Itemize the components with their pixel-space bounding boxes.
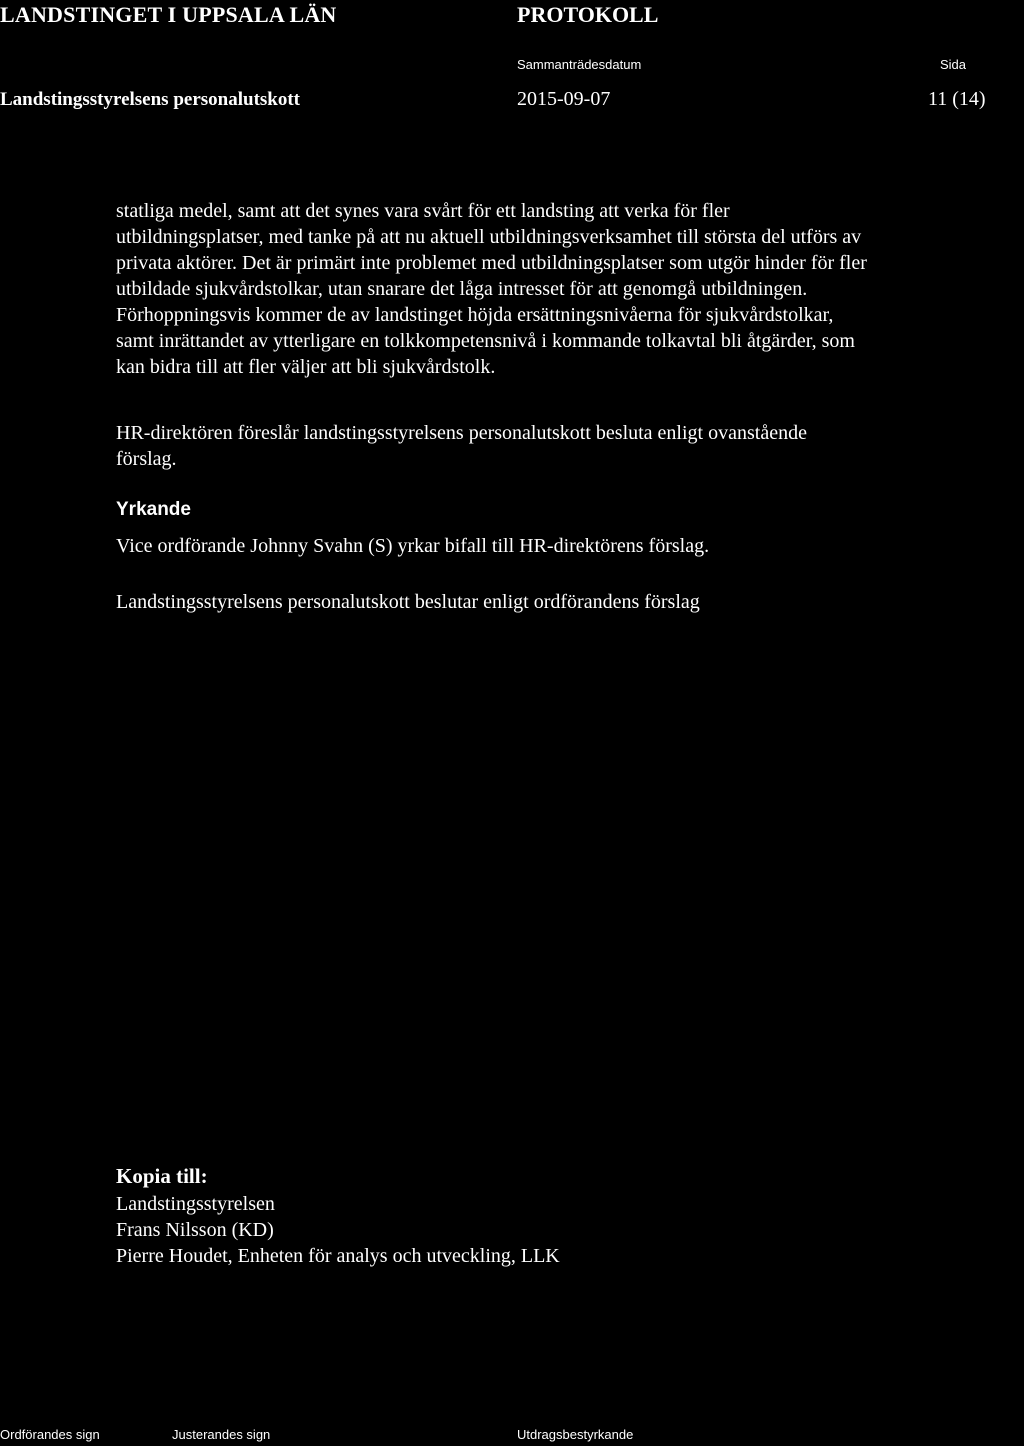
paragraph-line: samt inrättandet av ytterligare en tolkkompetensnivå i kommande tolkavtal bli åtgärder, som bbox=[116, 330, 855, 352]
page-label: Sida bbox=[940, 57, 967, 72]
paragraph-line: Förhoppningsvis kommer de av landstinget höjda ersättningsnivåerna för sjukvårdstolkar, bbox=[116, 304, 834, 326]
meeting-date: 2015-09-07 bbox=[517, 88, 611, 110]
footer-adjuster-sign: Justerandes sign bbox=[172, 1427, 271, 1442]
paragraph-line: utbildningsplatser, med tanke på att nu aktuell utbildningsverksamhet till största del utförs av bbox=[116, 226, 862, 248]
copy-recipient: Pierre Houdet, Enheten för analys och utveckling, LLK bbox=[116, 1245, 560, 1267]
paragraph-proposal bbox=[116, 420, 1021, 472]
footer-extract-certify: Utdragsbestyrkande bbox=[517, 1427, 634, 1442]
copy-recipient-list bbox=[116, 1191, 560, 1269]
organization-name: LANDSTINGET I UPPSALA LÄN bbox=[0, 2, 337, 27]
paragraph-line: statliga medel, samt att det synes vara svårt för ett landsting att verka för fler bbox=[116, 200, 730, 222]
document-type: PROTOKOLL bbox=[517, 2, 659, 27]
paragraph-decision bbox=[116, 589, 1021, 615]
paragraph-line: Landstingsstyrelsens personalutskott beslutar enligt ordförandens förslag bbox=[116, 591, 700, 613]
copy-recipient: Landstingsstyrelsen bbox=[116, 1193, 275, 1215]
committee-name: Landstingsstyrelsens personalutskott bbox=[0, 89, 301, 110]
paragraph-background bbox=[116, 198, 1021, 380]
copy-recipient: Frans Nilsson (KD) bbox=[116, 1219, 274, 1241]
paragraph-line: Vice ordförande Johnny Svahn (S) yrkar bifall till HR-direktörens förslag. bbox=[116, 535, 710, 557]
paragraph-line: utbildade sjukvårdstolkar, utan snarare det låga intresset för att genomgå utbildningen. bbox=[116, 278, 808, 300]
section-heading-yrkande: Yrkande bbox=[116, 499, 191, 520]
paragraph-line: privata aktörer. Det är primärt inte problemet med utbildningsplatser som utgör hinder för fler bbox=[116, 252, 867, 274]
paragraph-motion bbox=[116, 533, 1021, 559]
footer-chair-sign: Ordförandes sign bbox=[0, 1427, 100, 1442]
page-number: 11 (14) bbox=[928, 88, 986, 110]
paragraph-line: HR-direktören föreslår landstingsstyrelsens personalutskott besluta enligt ovanstående bbox=[116, 422, 807, 444]
meeting-date-label: Sammanträdesdatum bbox=[517, 57, 642, 72]
copy-to-title: Kopia till: bbox=[116, 1164, 208, 1188]
paragraph-line: kan bidra till att fler väljer att bli sjukvårdstolk. bbox=[116, 356, 496, 378]
paragraph-line: förslag. bbox=[116, 448, 177, 470]
